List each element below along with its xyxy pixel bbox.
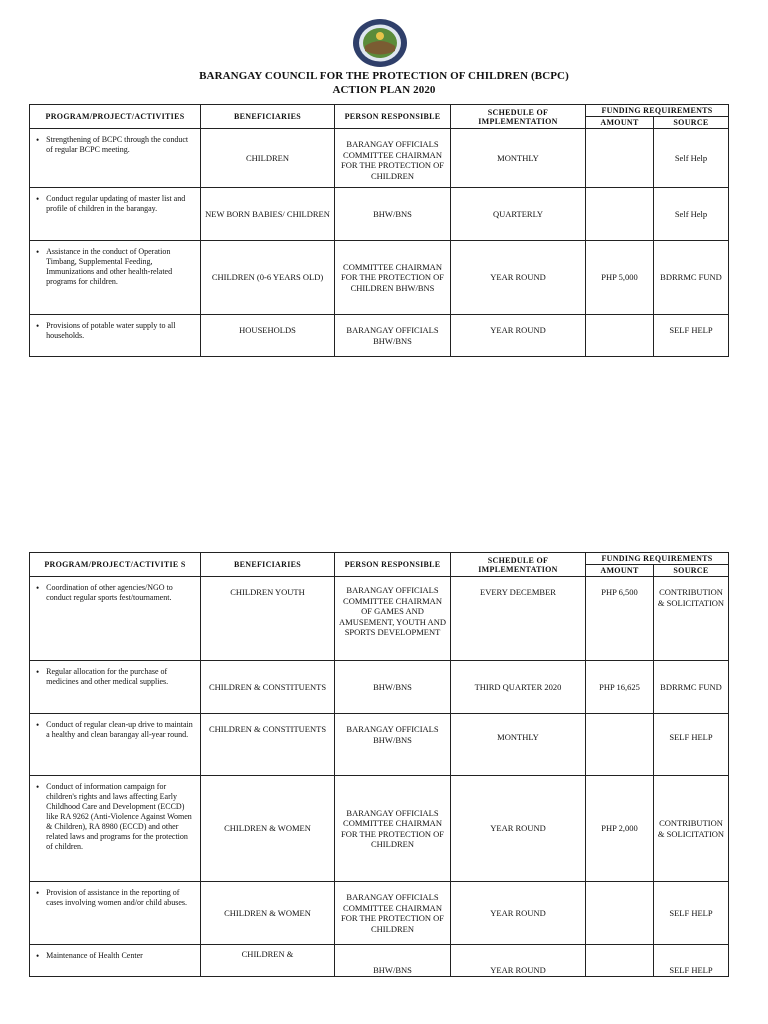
amount-cell: PHP 2,000 (586, 776, 654, 882)
activity-cell: • Conduct regular updating of master list and profile of children in the barangay. (30, 188, 201, 241)
activity-cell: • Regular allocation for the purchase of medicines and other medical supplies. (30, 661, 201, 714)
header-source: SOURCE (654, 117, 729, 129)
amount-cell (586, 945, 654, 977)
beneficiaries-cell: NEW BORN BABIES/ CHILDREN (201, 188, 335, 241)
activity-cell: • Provisions of potable water supply to all households. (30, 315, 201, 357)
source-cell: SELF HELP (654, 714, 729, 776)
amount-cell: PHP 5,000 (586, 241, 654, 315)
person-cell: BHW/BNS (335, 661, 451, 714)
header-person-responsible: PERSON RESPONSIBLE (335, 105, 451, 129)
header-funding: FUNDING REQUIREMENTS (586, 105, 729, 117)
header-amount: AMOUNT (586, 565, 654, 577)
schedule-cell: MONTHLY (451, 129, 586, 188)
table-row (30, 577, 729, 661)
header-funding: FUNDING REQUIREMENTS (586, 553, 729, 565)
activity-cell: • Assistance in the conduct of Operation Timbang, Supplemental Feeding, Immunizations and other health-related programs for children. (30, 241, 201, 315)
action-plan-table-2 (29, 552, 729, 977)
schedule-cell: YEAR ROUND (451, 241, 586, 315)
person-cell: BARANGAY OFFICIALS COMMITTEE CHAIRMAN OF GAMES AND AMUSEMENT, YOUTH AND SPORTS DEVELOPMENT (335, 577, 451, 661)
person-cell: BHW/BNS (335, 945, 451, 977)
person-cell: BARANGAY OFFICIALS COMMITTEE CHAIRMAN FOR THE PROTECTION OF CHILDREN (335, 776, 451, 882)
schedule-cell: EVERY DECEMBER (451, 577, 586, 661)
action-plan-table-1 (29, 104, 729, 357)
source-cell: Self Help (654, 129, 729, 188)
source-cell: SELF HELP (654, 315, 729, 357)
amount-cell: PHP 6,500 (586, 577, 654, 661)
header-schedule: SCHEDULE OF IMPLEMENTATION (451, 553, 586, 577)
source-cell: CONTRIBUTION & SOLICITATION (654, 776, 729, 882)
source-cell: BDRRMC FUND (654, 241, 729, 315)
amount-cell (586, 188, 654, 241)
person-cell: BARANGAY OFFICIALS BHW/BNS (335, 315, 451, 357)
beneficiaries-cell: CHILDREN & WOMEN (201, 776, 335, 882)
source-cell: CONTRIBUTION & SOLICITATION (654, 577, 729, 661)
beneficiaries-cell: CHILDREN & (201, 945, 335, 977)
source-cell: SELF HELP (654, 945, 729, 977)
schedule-cell: MONTHLY (451, 714, 586, 776)
header-source: SOURCE (654, 565, 729, 577)
table-row (30, 714, 729, 776)
header-program: PROGRAM/PROJECT/ACTIVITIES (30, 105, 201, 129)
amount-cell (586, 129, 654, 188)
amount-cell: PHP 16,625 (586, 661, 654, 714)
header-beneficiaries: BENEFICIARIES (201, 553, 335, 577)
table-row (30, 315, 729, 357)
source-cell: BDRRMC FUND (654, 661, 729, 714)
header-schedule: SCHEDULE OF IMPLEMENTATION (451, 105, 586, 129)
source-cell: Self Help (654, 188, 729, 241)
document-subtitle: ACTION PLAN 2020 (332, 84, 436, 96)
amount-cell (586, 882, 654, 945)
activity-cell: • Maintenance of Health Center (30, 945, 201, 977)
activity-cell: • Strengthening of BCPC through the conduct of regular BCPC meeting. (30, 129, 201, 188)
activity-cell: • Provision of assistance in the reporting of cases involving women and/or child abuses. (30, 882, 201, 945)
beneficiaries-cell: HOUSEHOLDS (201, 315, 335, 357)
person-cell: BHW/BNS (335, 188, 451, 241)
beneficiaries-cell: CHILDREN & WOMEN (201, 882, 335, 945)
barangay-seal-icon (352, 18, 408, 68)
table-row (30, 776, 729, 882)
schedule-cell: YEAR ROUND (451, 945, 586, 977)
activity-cell: • Conduct of information campaign for children's rights and laws affecting Early Childhood Care and Development (ECCD) like RA 9262 (Anti-Violence Against Women & Children), RA 8980 (ECCD) and other related laws and programs for the protection of children. (30, 776, 201, 882)
schedule-cell: YEAR ROUND (451, 882, 586, 945)
table-row (30, 241, 729, 315)
amount-cell (586, 714, 654, 776)
person-cell: BARANGAY OFFICIALS COMMITTEE CHAIRMAN FOR THE PROTECTION OF CHILDREN (335, 129, 451, 188)
amount-cell (586, 315, 654, 357)
beneficiaries-cell: CHILDREN & CONSTITUENTS (201, 661, 335, 714)
table-row (30, 188, 729, 241)
beneficiaries-cell: CHILDREN (0-6 YEARS OLD) (201, 241, 335, 315)
schedule-cell: THIRD QUARTER 2020 (451, 661, 586, 714)
activity-cell: • Conduct of regular clean-up drive to maintain a healthy and clean barangay all-year round. (30, 714, 201, 776)
beneficiaries-cell: CHILDREN & CONSTITUENTS (201, 714, 335, 776)
table-row (30, 945, 729, 977)
beneficiaries-cell: CHILDREN (201, 129, 335, 188)
schedule-cell: YEAR ROUND (451, 315, 586, 357)
document-title: BARANGAY COUNCIL FOR THE PROTECTION OF CHILDREN (BCPC) (199, 70, 569, 82)
person-cell: BARANGAY OFFICIALS COMMITTEE CHAIRMAN FOR THE PROTECTION OF CHILDREN (335, 882, 451, 945)
person-cell: COMMITTEE CHAIRMAN FOR THE PROTECTION OF CHILDREN BHW/BNS (335, 241, 451, 315)
header-person-responsible: PERSON RESPONSIBLE (335, 553, 451, 577)
schedule-cell: YEAR ROUND (451, 776, 586, 882)
header-amount: AMOUNT (586, 117, 654, 129)
table-row (30, 129, 729, 188)
schedule-cell: QUARTERLY (451, 188, 586, 241)
activity-cell: • Coordination of other agencies/NGO to conduct regular sports fest/tournament. (30, 577, 201, 661)
table-row (30, 882, 729, 945)
header-program: PROGRAM/PROJECT/ACTIVITIE S (30, 553, 201, 577)
table-row (30, 661, 729, 714)
beneficiaries-cell: CHILDREN YOUTH (201, 577, 335, 661)
source-cell: SELF HELP (654, 882, 729, 945)
person-cell: BARANGAY OFFICIALS BHW/BNS (335, 714, 451, 776)
header-beneficiaries: BENEFICIARIES (201, 105, 335, 129)
